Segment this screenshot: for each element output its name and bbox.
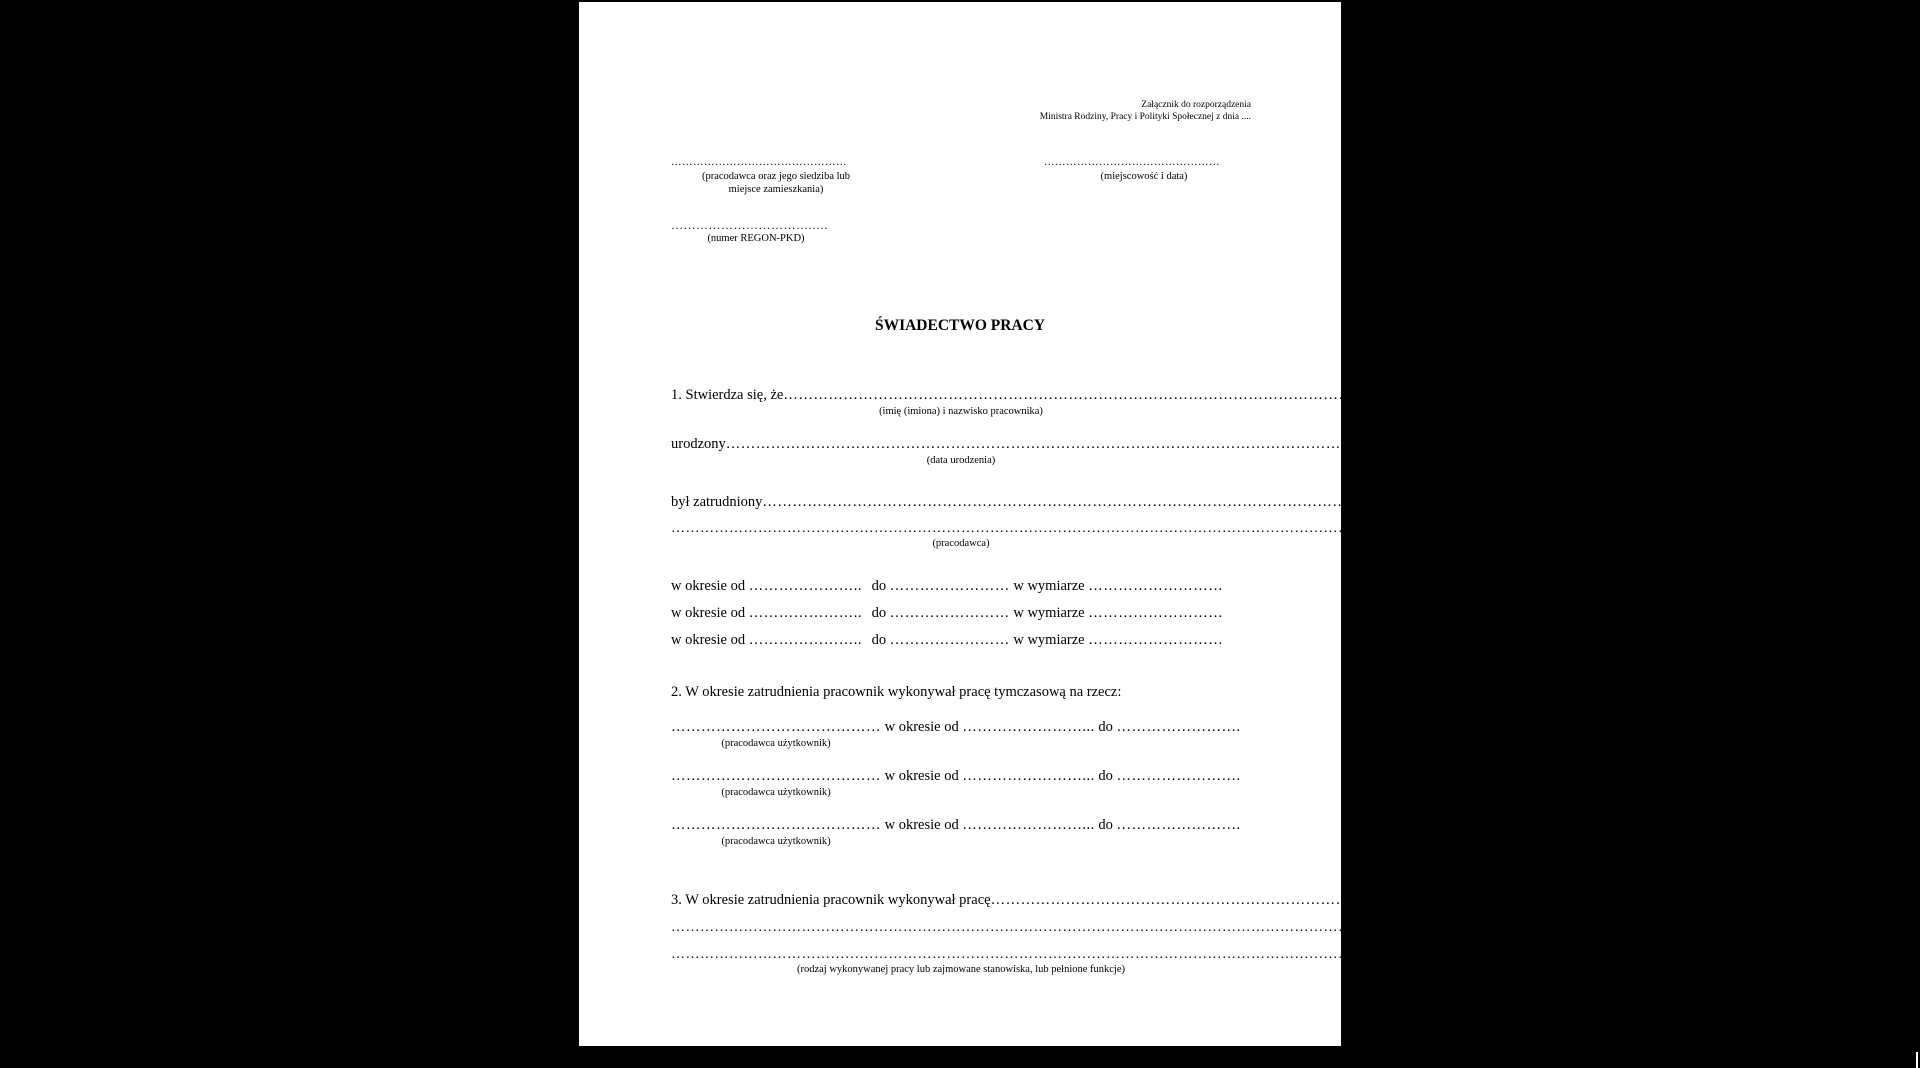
okres-label: w okresie od bbox=[884, 719, 959, 735]
regon-dots: …………………………….…. bbox=[671, 218, 828, 232]
birth-dots: ……………………………………………………………………………………………………………………………… bbox=[725, 436, 1446, 452]
employer-dots-line: ……………………………………………………………………………………………………………………………… bbox=[671, 521, 1367, 536]
do-label: do bbox=[1098, 817, 1113, 833]
scrollbar-marker bbox=[1916, 1052, 1918, 1068]
user-employer-caption: (pracodawca użytkownik) bbox=[721, 738, 831, 749]
name-dots: ……………………………………………………………………………………………………………………………… bbox=[783, 387, 1504, 403]
annex-line-2: Ministra Rodziny, Pracy i Polityki Społecznej z dnia .... bbox=[1039, 112, 1251, 122]
zatrudniony-line bbox=[671, 494, 1483, 511]
employer-caption-1: (pracodawca oraz jego siedziba lub bbox=[701, 171, 851, 182]
user-employer-dots: …………………………………… bbox=[671, 768, 881, 784]
urodzony-label: urodzony bbox=[671, 436, 726, 452]
do-dots: …………………… bbox=[889, 605, 1010, 621]
do-dots: ……………………. bbox=[1116, 719, 1241, 735]
okres-dots: ……………………... bbox=[962, 719, 1095, 735]
okres-dots: ……………………... bbox=[962, 817, 1095, 833]
work-type-dots-line-2: ……………………………………………………………………………………………………………………………… bbox=[671, 920, 1367, 935]
employer-caption-2: miejsce zamieszkania) bbox=[728, 184, 824, 195]
wymiar-dots: ……………………… bbox=[1088, 605, 1224, 621]
do-label: do bbox=[871, 578, 887, 594]
wymiar-dots: ……………………… bbox=[1088, 578, 1224, 594]
temp-work-row-3 bbox=[671, 817, 1251, 834]
do-dots: …………………… bbox=[889, 578, 1010, 594]
okres-label: w okresie od bbox=[671, 632, 746, 648]
period-row-3 bbox=[671, 632, 1251, 649]
work-type-caption: (rodzaj wykonywanej pracy lub zajmowane stanowiska, lub pełnione funkcje) bbox=[796, 964, 1126, 975]
user-employer-caption: (pracodawca użytkownik) bbox=[721, 787, 831, 798]
okres-dots: ……………………... bbox=[962, 768, 1095, 784]
do-label: do bbox=[1098, 768, 1113, 784]
period-row-2 bbox=[671, 605, 1251, 622]
okres-label: w okresie od bbox=[671, 605, 746, 621]
wymiar-label: w wymiarze bbox=[1013, 605, 1085, 621]
name-caption: (imię (imiona) i nazwisko pracownika) bbox=[879, 406, 1043, 417]
section-3-line bbox=[671, 892, 1711, 909]
do-dots: …………………… bbox=[889, 632, 1010, 648]
document-page bbox=[579, 2, 1711, 1046]
temp-work-row-2 bbox=[671, 768, 1251, 785]
zatrudniony-label: był zatrudniony bbox=[671, 494, 763, 510]
employment-dots: ……………………………………………………………………………………………………………………………… bbox=[762, 494, 1483, 510]
regon-caption: (numer REGON-PKD) bbox=[707, 233, 805, 244]
user-employer-caption: (pracodawca użytkownik) bbox=[721, 836, 831, 847]
wymiar-dots: ……………………… bbox=[1088, 632, 1224, 648]
period-row-1 bbox=[671, 578, 1251, 595]
stwierdza-label: 1. Stwierdza się, że bbox=[671, 387, 784, 403]
birth-caption: (data urodzenia) bbox=[926, 455, 996, 466]
do-label: do bbox=[871, 605, 887, 621]
employer-dots: ………………………………………… bbox=[671, 157, 847, 168]
do-dots: ……………………. bbox=[1116, 817, 1241, 833]
urodzony-line bbox=[671, 436, 1446, 453]
do-label: do bbox=[1098, 719, 1113, 735]
user-employer-dots: …………………………………… bbox=[671, 817, 881, 833]
okres-label: w okresie od bbox=[671, 578, 746, 594]
wymiar-label: w wymiarze bbox=[1013, 632, 1085, 648]
place-caption: (miejscowość i data) bbox=[1100, 171, 1188, 182]
stwierdza-line bbox=[671, 387, 1504, 404]
annex-line-1: Załącznik do rozporządzenia bbox=[1141, 100, 1251, 110]
okres-label: w okresie od bbox=[884, 768, 959, 784]
wymiar-label: w wymiarze bbox=[1013, 578, 1085, 594]
okres-label: w okresie od bbox=[884, 817, 959, 833]
place-dots: ………………………………………… bbox=[1044, 157, 1220, 168]
temp-work-row-1 bbox=[671, 719, 1251, 736]
document-title: ŚWIADECTWO PRACY bbox=[874, 317, 1046, 334]
work-type-dots-line-3: ……………………………………………………………………………………………………………………………… bbox=[671, 947, 1367, 962]
okres-dots: ………………….. bbox=[748, 605, 862, 621]
user-employer-dots: …………………………………… bbox=[671, 719, 881, 735]
okres-dots: ………………….. bbox=[748, 578, 862, 594]
section-2-heading: 2. W okresie zatrudnienia pracownik wykonywał pracę tymczasową na rzecz: bbox=[671, 684, 1122, 700]
section-3-heading: 3. W okresie zatrudnienia pracownik wykonywał pracę bbox=[671, 892, 991, 908]
do-dots: ……………………. bbox=[1116, 768, 1241, 784]
do-label: do bbox=[871, 632, 887, 648]
employer-caption: (pracodawca) bbox=[932, 538, 990, 549]
okres-dots: ………………….. bbox=[748, 632, 862, 648]
work-type-dots: ……………………………………………………………………………………………………………………………… bbox=[990, 892, 1711, 908]
